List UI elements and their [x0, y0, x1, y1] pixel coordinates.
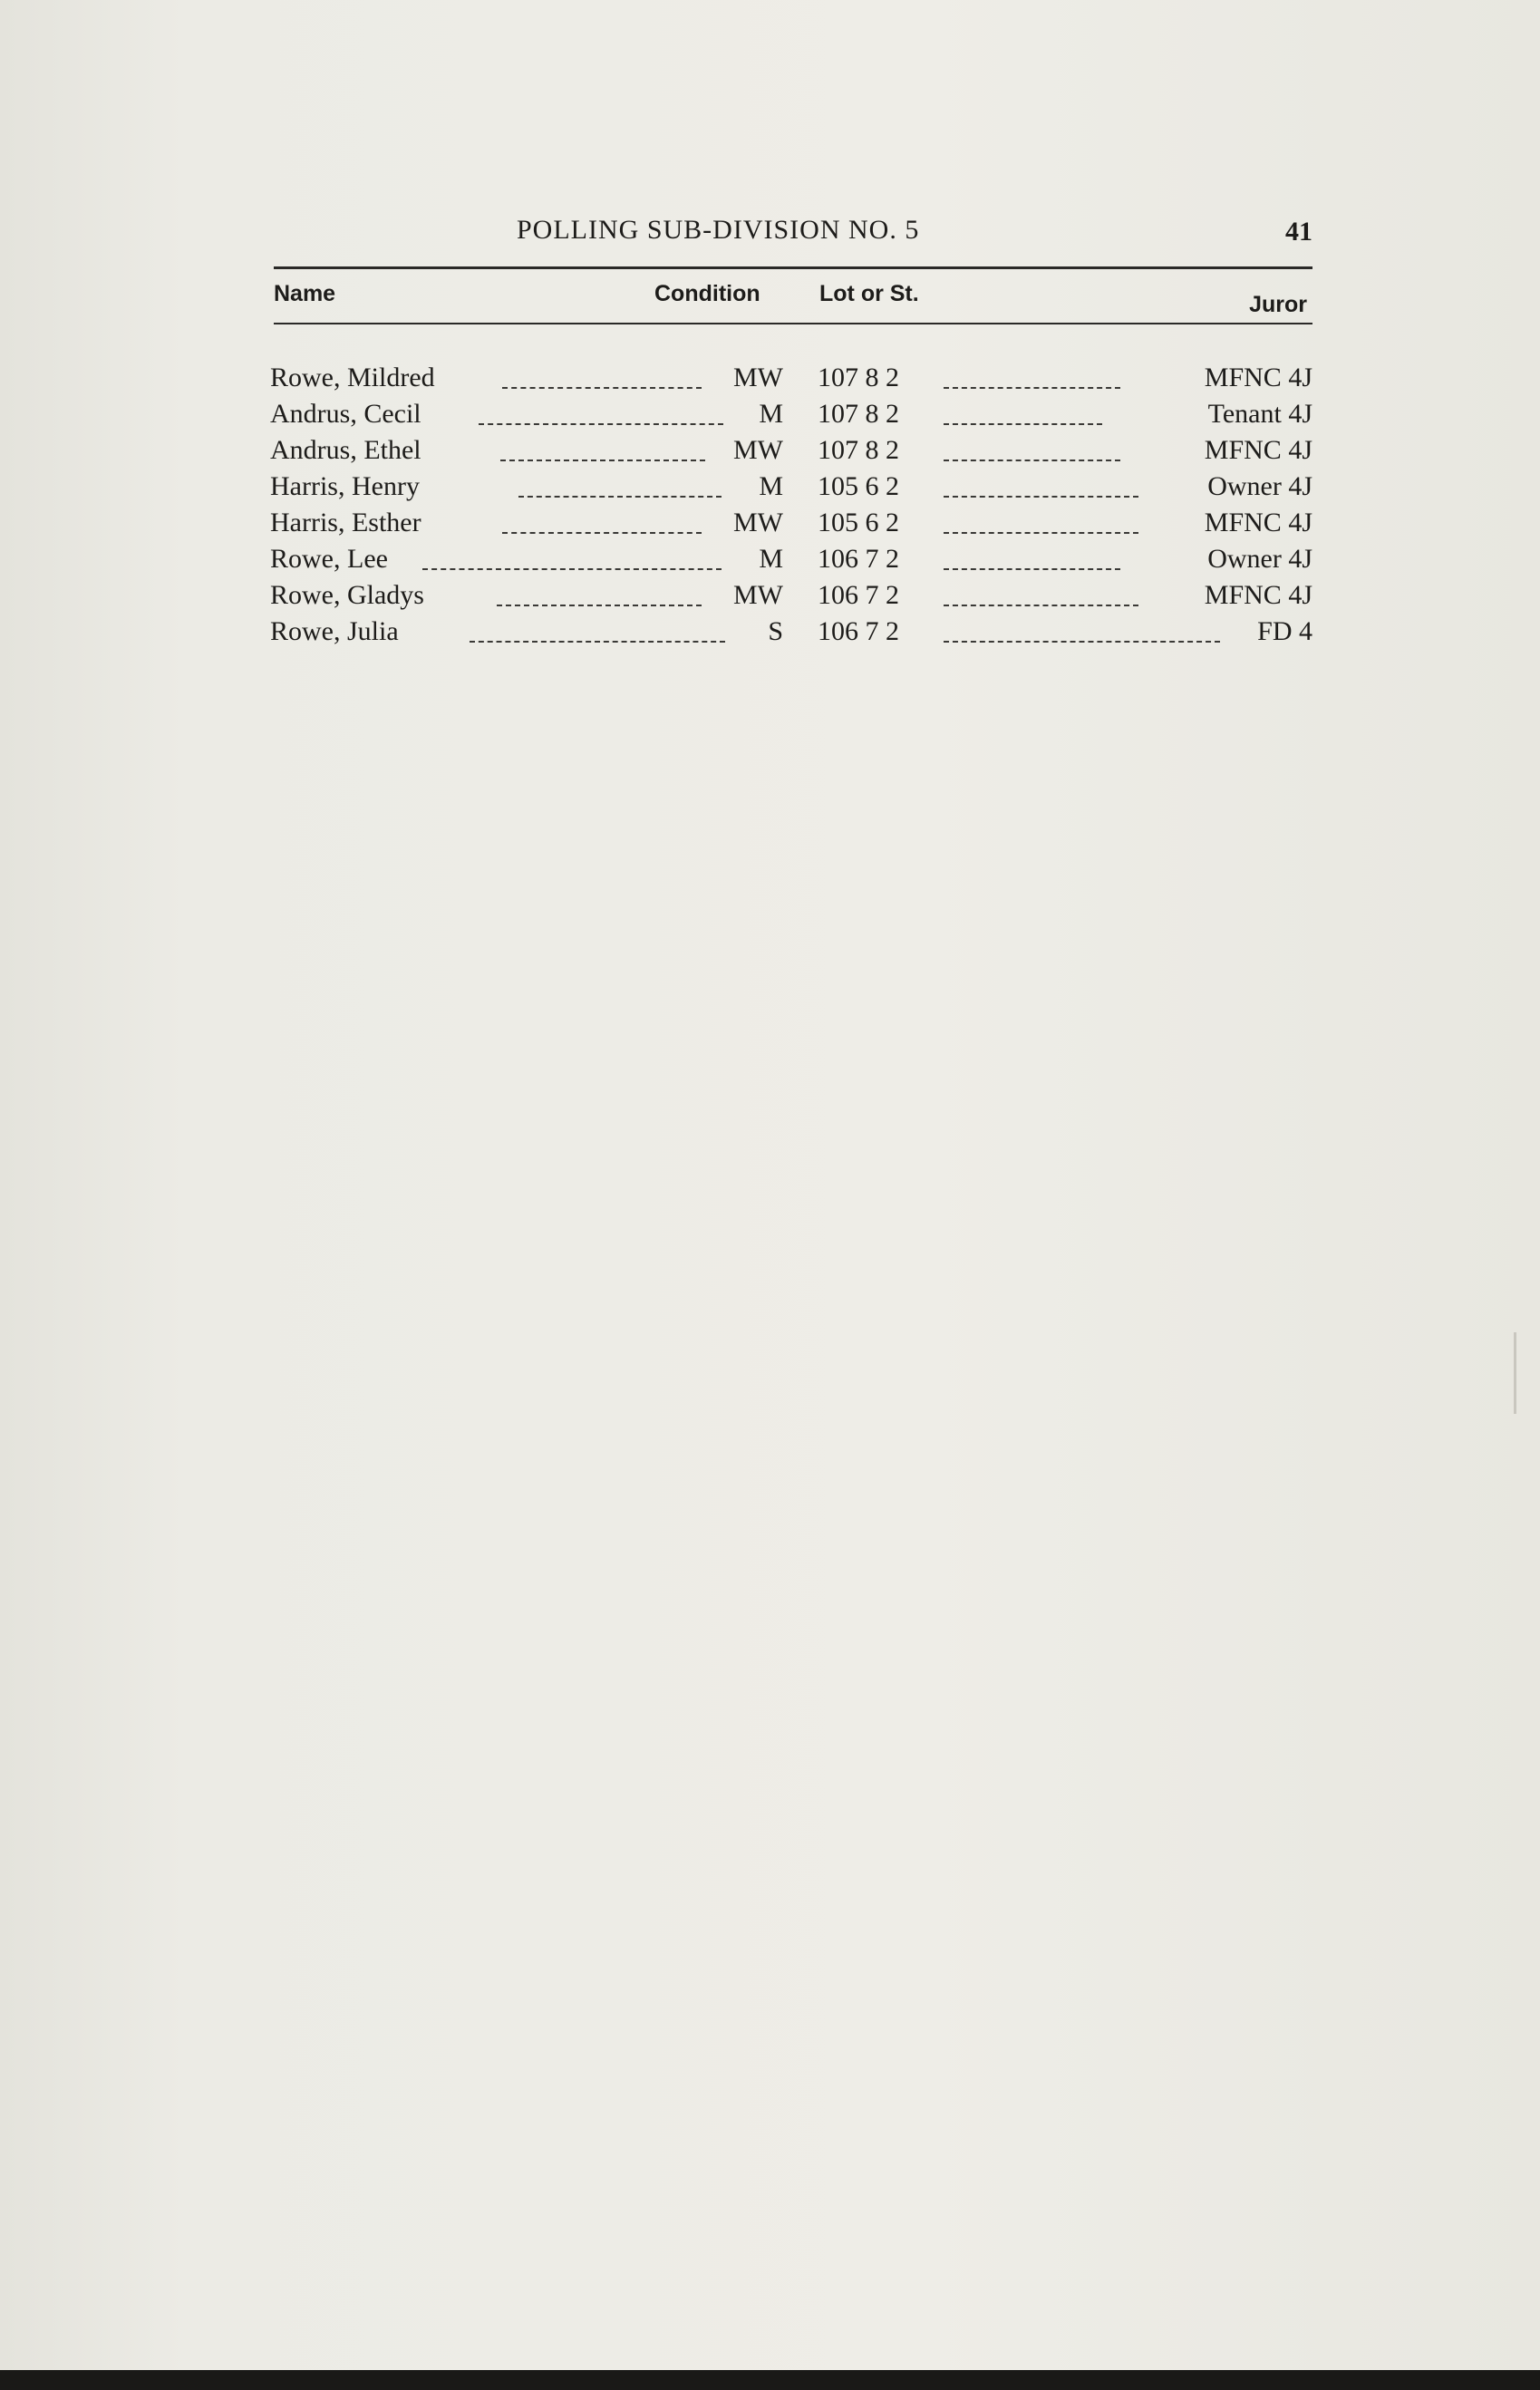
voter-condition: MW	[733, 435, 783, 465]
voter-condition: M	[759, 399, 783, 429]
leader-dots	[944, 532, 1138, 534]
page-header	[270, 215, 1312, 260]
voter-juror: Owner 4J	[1207, 544, 1312, 574]
leader-dots	[944, 605, 1138, 606]
list-item	[268, 580, 1312, 616]
voter-lot: 105 6 2	[818, 508, 899, 537]
running-title: POLLING SUB-DIVISION NO. 5	[517, 215, 920, 245]
leader-dots	[944, 423, 1102, 425]
column-headers	[272, 281, 1314, 317]
voter-name: Andrus, Cecil	[270, 399, 421, 429]
voter-condition: MW	[733, 363, 783, 392]
voter-condition: MW	[733, 508, 783, 537]
column-header-lot: Lot or St.	[819, 281, 919, 306]
voter-condition: MW	[733, 580, 783, 610]
voter-juror: Owner 4J	[1207, 471, 1312, 501]
voter-lot: 106 7 2	[818, 616, 899, 646]
voter-name: Harris, Henry	[270, 471, 420, 501]
leader-dots	[944, 460, 1120, 461]
leader-dots	[944, 387, 1120, 389]
page-edge-mark	[1514, 1332, 1516, 1414]
voter-lot: 107 8 2	[818, 363, 899, 392]
voter-juror: Tenant 4J	[1207, 399, 1312, 429]
leader-dots	[944, 641, 1220, 643]
scan-bottom-edge	[0, 2370, 1540, 2390]
voter-name: Rowe, Gladys	[270, 580, 424, 610]
voter-condition: M	[759, 471, 783, 501]
voter-condition: M	[759, 544, 783, 574]
voter-name: Rowe, Lee	[270, 544, 388, 574]
voter-juror: MFNC 4J	[1204, 435, 1312, 465]
voter-juror: MFNC 4J	[1204, 580, 1312, 610]
header-rule	[274, 266, 1312, 269]
list-item	[268, 435, 1312, 471]
voter-list	[268, 363, 1312, 653]
voter-name: Rowe, Mildred	[270, 363, 435, 392]
leader-dots	[944, 568, 1120, 570]
list-item	[268, 544, 1312, 580]
voter-name: Andrus, Ethel	[270, 435, 421, 465]
column-header-condition: Condition	[654, 281, 760, 306]
voter-lot: 107 8 2	[818, 399, 899, 429]
leader-dots	[944, 496, 1138, 498]
column-header-name: Name	[274, 281, 336, 306]
column-header-juror: Juror	[1249, 292, 1307, 317]
voter-name: Harris, Esther	[270, 508, 421, 537]
list-item	[268, 616, 1312, 653]
voter-juror: FD 4	[1257, 616, 1312, 646]
list-item	[268, 399, 1312, 435]
page-number: 41	[1285, 217, 1312, 247]
list-item	[268, 508, 1312, 544]
voter-juror: MFNC 4J	[1204, 508, 1312, 537]
column-header-rule	[274, 323, 1312, 324]
voter-lot: 106 7 2	[818, 580, 899, 610]
voter-lot: 105 6 2	[818, 471, 899, 501]
voter-name: Rowe, Julia	[270, 616, 399, 646]
voter-lot: 107 8 2	[818, 435, 899, 465]
list-item	[268, 471, 1312, 508]
voter-condition: S	[768, 616, 783, 646]
voter-lot: 106 7 2	[818, 544, 899, 574]
voter-juror: MFNC 4J	[1204, 363, 1312, 392]
list-item	[268, 363, 1312, 399]
